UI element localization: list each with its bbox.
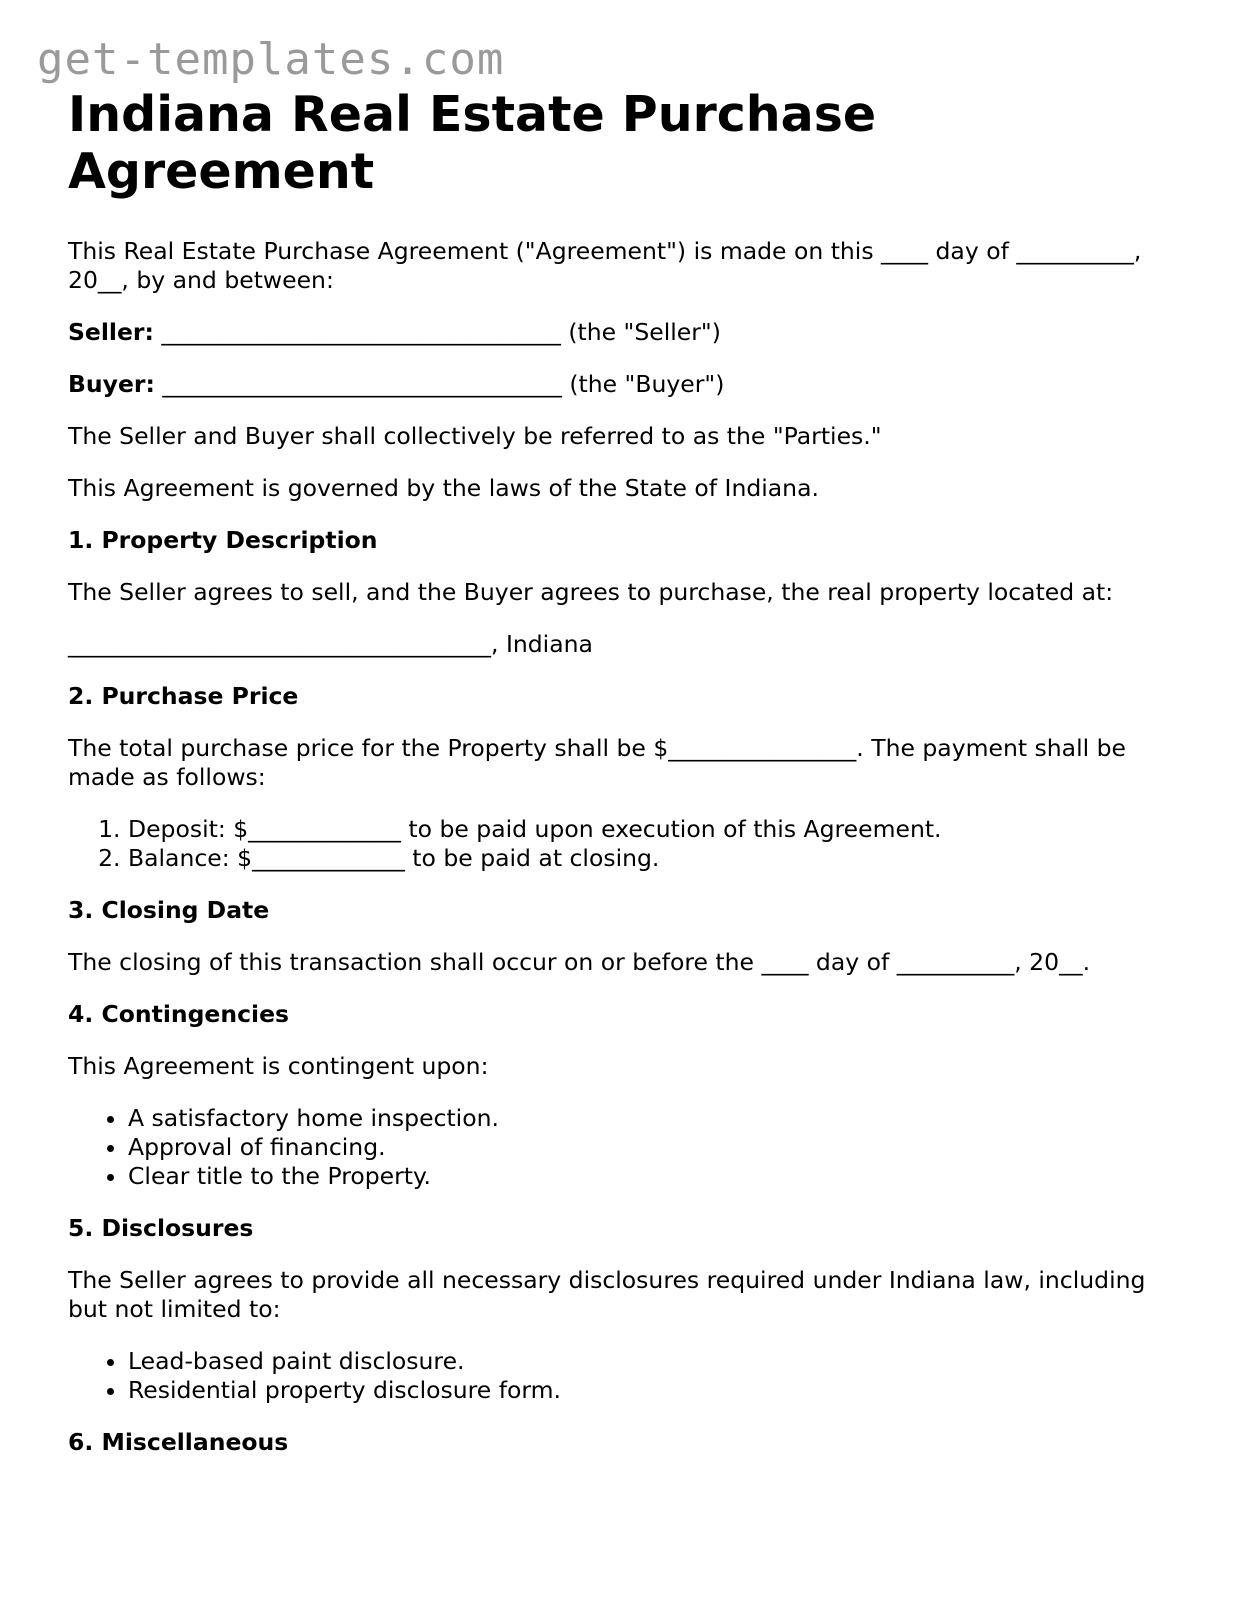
governing-law-paragraph: This Agreement is governed by the laws of the State of Indiana. bbox=[68, 474, 819, 502]
contingency-title-item: • Clear title to the Property. bbox=[128, 1162, 1188, 1191]
document-title: Indiana Real Estate Purchase Agreement bbox=[68, 86, 877, 200]
payment-balance-item: 2. Balance: $_____________ to be paid at closing. bbox=[128, 844, 1188, 873]
property-address-line: ____________________________________, Indiana bbox=[68, 630, 593, 658]
section-2-paragraph: The total purchase price for the Property shall be $________________. The payment shall be made as follows: bbox=[68, 734, 1126, 791]
disclosure-residential-item: • Residential property disclosure form. bbox=[128, 1376, 1188, 1405]
watermark: get-templates.com bbox=[37, 34, 505, 85]
section-1-paragraph: The Seller agrees to sell, and the Buyer agrees to purchase, the real property located at: bbox=[68, 578, 1114, 606]
section-5-paragraph: The Seller agrees to provide all necessary disclosures required under Indiana law, including but not limited to: bbox=[68, 1266, 1146, 1323]
contingency-list bbox=[68, 1104, 1188, 1191]
section-4-heading: 4. Contingencies bbox=[68, 1000, 290, 1028]
section-1-heading: 1. Property Description bbox=[68, 526, 378, 554]
document-page bbox=[68, 86, 1188, 1457]
buyer-line bbox=[68, 370, 1188, 399]
section-5-heading: 5. Disclosures bbox=[68, 1214, 254, 1242]
intro-paragraph: This Real Estate Purchase Agreement ("Agreement") is made on this ____ day of __________, 20__, by and between: bbox=[68, 237, 1142, 294]
payment-deposit-item: 1. Deposit: $_____________ to be paid upon execution of this Agreement. bbox=[128, 815, 1188, 844]
section-3-heading: 3. Closing Date bbox=[68, 896, 270, 924]
section-3-paragraph: The closing of this transaction shall occur on or before the ____ day of __________, 20__. bbox=[68, 948, 1091, 976]
parties-paragraph: The Seller and Buyer shall collectively be referred to as the "Parties." bbox=[68, 422, 882, 450]
section-6-heading: 6. Miscellaneous bbox=[68, 1428, 289, 1456]
section-2-heading: 2. Purchase Price bbox=[68, 682, 299, 710]
seller-label: Seller: bbox=[68, 318, 154, 346]
disclosure-lead-paint-item: • Lead-based paint disclosure. bbox=[128, 1347, 1188, 1376]
buyer-blank: __________________________________ (the "Buyer") bbox=[154, 370, 725, 398]
contingency-financing-item: • Approval of financing. bbox=[128, 1133, 1188, 1162]
section-4-paragraph: This Agreement is contingent upon: bbox=[68, 1052, 489, 1080]
contingency-inspection-item: • A satisfactory home inspection. bbox=[128, 1104, 1188, 1133]
payment-list bbox=[68, 815, 1188, 873]
seller-blank: __________________________________ (the "Seller") bbox=[153, 318, 721, 346]
seller-line bbox=[68, 318, 1188, 347]
buyer-label: Buyer: bbox=[68, 370, 155, 398]
disclosure-list bbox=[68, 1347, 1188, 1405]
